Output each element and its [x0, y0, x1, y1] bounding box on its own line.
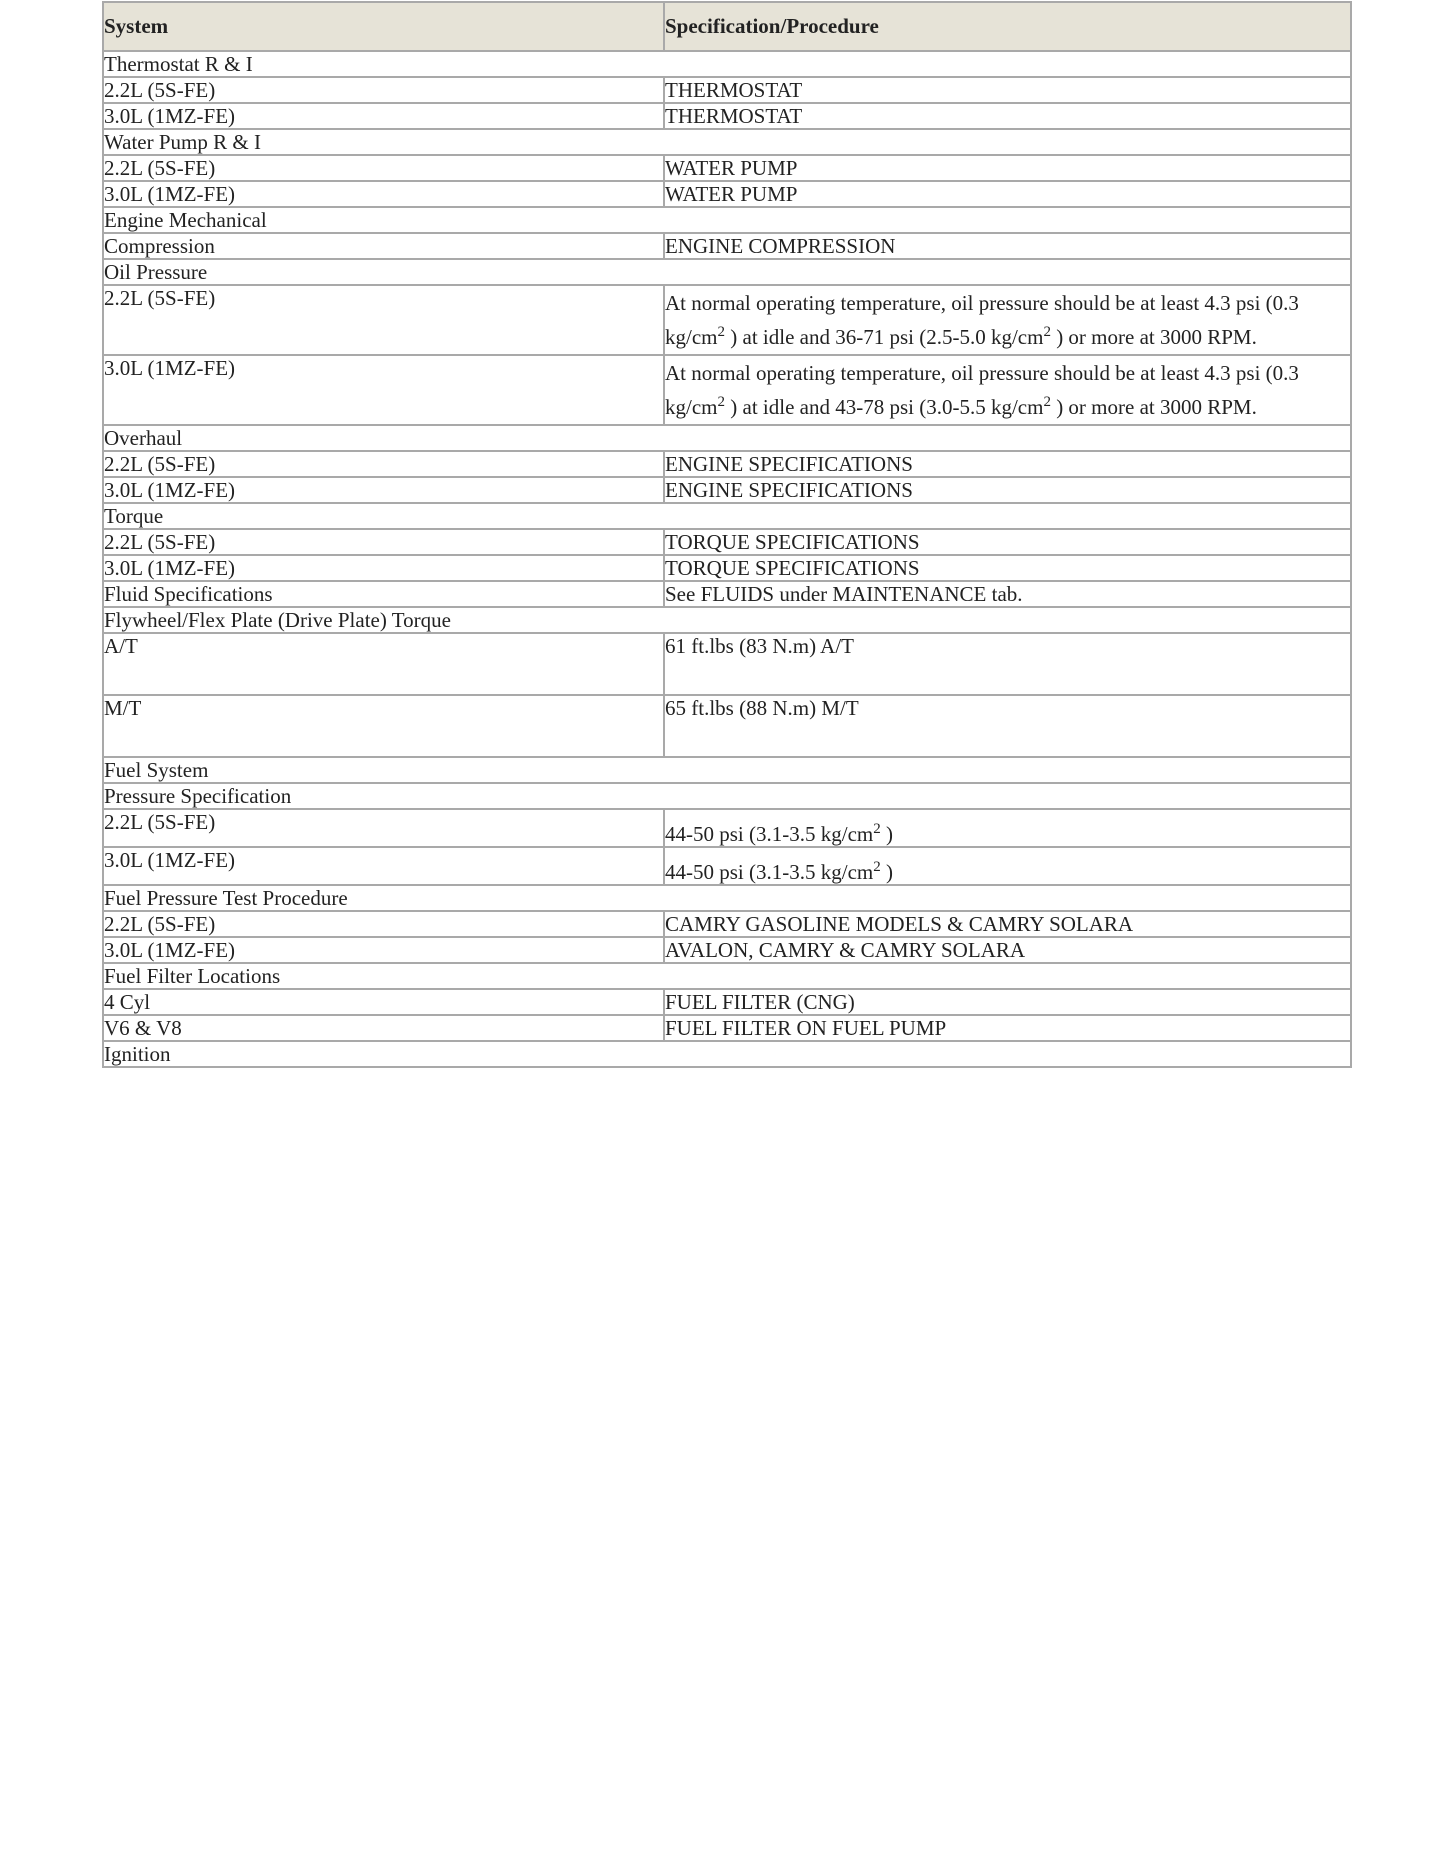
table-row — [103, 1015, 1351, 1041]
table-row — [103, 847, 1351, 885]
table-row — [103, 355, 1351, 425]
spec-link[interactable]: ENGINE SPECIFICATIONS — [664, 477, 1351, 503]
section-engine-mechanical: Engine Mechanical — [103, 207, 1351, 233]
table-row — [103, 451, 1351, 477]
table-row — [103, 937, 1351, 963]
section-thermostat: Thermostat R & I — [103, 51, 1351, 77]
table-row — [103, 285, 1351, 355]
spec-link[interactable]: AVALON, CAMRY & CAMRY SOLARA — [664, 937, 1351, 963]
spec-text: 61 ft.lbs (83 N.m) A/T — [664, 633, 1351, 695]
table-row — [103, 181, 1351, 207]
system-cell: 3.0L (1MZ-FE) — [103, 555, 664, 581]
system-cell: 2.2L (5S-FE) — [103, 451, 664, 477]
section-row — [103, 607, 1351, 633]
spec-link[interactable]: THERMOSTAT — [664, 103, 1351, 129]
system-cell: 3.0L (1MZ-FE) — [103, 103, 664, 129]
section-row — [103, 503, 1351, 529]
spec-text-part: At normal operating temperature, oil pressure should be at least 4.3 psi (0.3 kg/cm — [665, 291, 1299, 349]
table-row — [103, 695, 1351, 757]
spec-text — [664, 809, 1351, 847]
spec-link[interactable]: FUEL FILTER (CNG) — [664, 989, 1351, 1015]
system-cell: M/T — [103, 695, 664, 757]
section-fuel-system: Fuel System — [103, 757, 1351, 783]
spec-text-part: 44-50 psi (3.1-3.5 kg/cm — [665, 860, 874, 884]
system-cell: 3.0L (1MZ-FE) — [103, 937, 664, 963]
column-header-system: System — [103, 2, 664, 51]
section-row — [103, 51, 1351, 77]
column-header-spec: Specification/Procedure — [664, 2, 1351, 51]
table-row — [103, 581, 1351, 607]
table-row — [103, 155, 1351, 181]
system-cell: 2.2L (5S-FE) — [103, 285, 664, 355]
system-cell: 2.2L (5S-FE) — [103, 529, 664, 555]
table-row — [103, 477, 1351, 503]
spec-link[interactable]: FUEL FILTER ON FUEL PUMP — [664, 1015, 1351, 1041]
section-row — [103, 757, 1351, 783]
table-row — [103, 911, 1351, 937]
system-cell: 2.2L (5S-FE) — [103, 155, 664, 181]
spec-text — [664, 847, 1351, 885]
spec-text: 65 ft.lbs (88 N.m) M/T — [664, 695, 1351, 757]
section-torque: Torque — [103, 503, 1351, 529]
spec-link[interactable]: WATER PUMP — [664, 181, 1351, 207]
section-oil-pressure: Oil Pressure — [103, 259, 1351, 285]
spec-link[interactable]: WATER PUMP — [664, 155, 1351, 181]
superscript: 2 — [717, 324, 725, 340]
spec-text-part: ) — [880, 822, 893, 846]
system-cell: 3.0L (1MZ-FE) — [103, 181, 664, 207]
table-row — [103, 529, 1351, 555]
section-row — [103, 259, 1351, 285]
section-fuel-pressure-test: Fuel Pressure Test Procedure — [103, 885, 1351, 911]
system-cell: 2.2L (5S-FE) — [103, 77, 664, 103]
superscript: 2 — [717, 394, 725, 410]
section-row — [103, 885, 1351, 911]
section-row — [103, 783, 1351, 809]
section-water-pump: Water Pump R & I — [103, 129, 1351, 155]
system-cell: 3.0L (1MZ-FE) — [103, 477, 664, 503]
header-row — [103, 2, 1351, 51]
superscript: 2 — [1043, 394, 1051, 410]
spec-text: See FLUIDS under MAINTENANCE tab. — [664, 581, 1351, 607]
section-fuel-filter-locations: Fuel Filter Locations — [103, 963, 1351, 989]
spec-text-part: ) at idle and 36-71 psi (2.5-5.0 kg/cm — [725, 325, 1044, 349]
spec-text-part: 44-50 psi (3.1-3.5 kg/cm — [665, 822, 874, 846]
section-ignition: Ignition — [103, 1041, 1351, 1067]
system-cell: 3.0L (1MZ-FE) — [103, 847, 664, 885]
superscript: 2 — [873, 821, 881, 837]
section-pressure-specification: Pressure Specification — [103, 783, 1351, 809]
system-cell: V6 & V8 — [103, 1015, 664, 1041]
spec-text-part: ) at idle and 43-78 psi (3.0-5.5 kg/cm — [725, 395, 1044, 419]
section-row — [103, 129, 1351, 155]
system-cell: 3.0L (1MZ-FE) — [103, 355, 664, 425]
system-cell: A/T — [103, 633, 664, 695]
section-row — [103, 425, 1351, 451]
system-cell: 4 Cyl — [103, 989, 664, 1015]
table-row — [103, 103, 1351, 129]
table-row — [103, 633, 1351, 695]
spec-text — [664, 355, 1351, 425]
system-cell: 2.2L (5S-FE) — [103, 911, 664, 937]
spec-text-part: ) or more at 3000 RPM. — [1050, 325, 1257, 349]
section-row — [103, 207, 1351, 233]
spec-text-part: ) — [880, 860, 893, 884]
spec-link[interactable]: THERMOSTAT — [664, 77, 1351, 103]
table-row — [103, 77, 1351, 103]
section-flywheel: Flywheel/Flex Plate (Drive Plate) Torque — [103, 607, 1351, 633]
table-row — [103, 233, 1351, 259]
spec-link[interactable]: ENGINE SPECIFICATIONS — [664, 451, 1351, 477]
spec-link[interactable]: CAMRY GASOLINE MODELS & CAMRY SOLARA — [664, 911, 1351, 937]
spec-text — [664, 285, 1351, 355]
table-row — [103, 809, 1351, 847]
spec-text-part: ) or more at 3000 RPM. — [1050, 395, 1257, 419]
section-row — [103, 1041, 1351, 1067]
section-row — [103, 963, 1351, 989]
table-row — [103, 555, 1351, 581]
system-cell: Fluid Specifications — [103, 581, 664, 607]
superscript: 2 — [873, 859, 881, 875]
spec-link[interactable]: ENGINE COMPRESSION — [664, 233, 1351, 259]
section-overhaul: Overhaul — [103, 425, 1351, 451]
spec-text-part: At normal operating temperature, oil pressure should be at least 4.3 psi (0.3 kg/cm — [665, 361, 1299, 419]
spec-link[interactable]: TORQUE SPECIFICATIONS — [664, 555, 1351, 581]
spec-link[interactable]: TORQUE SPECIFICATIONS — [664, 529, 1351, 555]
system-cell: 2.2L (5S-FE) — [103, 809, 664, 847]
superscript: 2 — [1043, 324, 1051, 340]
system-cell: Compression — [103, 233, 664, 259]
spec-table — [102, 1, 1352, 1068]
table-row — [103, 989, 1351, 1015]
